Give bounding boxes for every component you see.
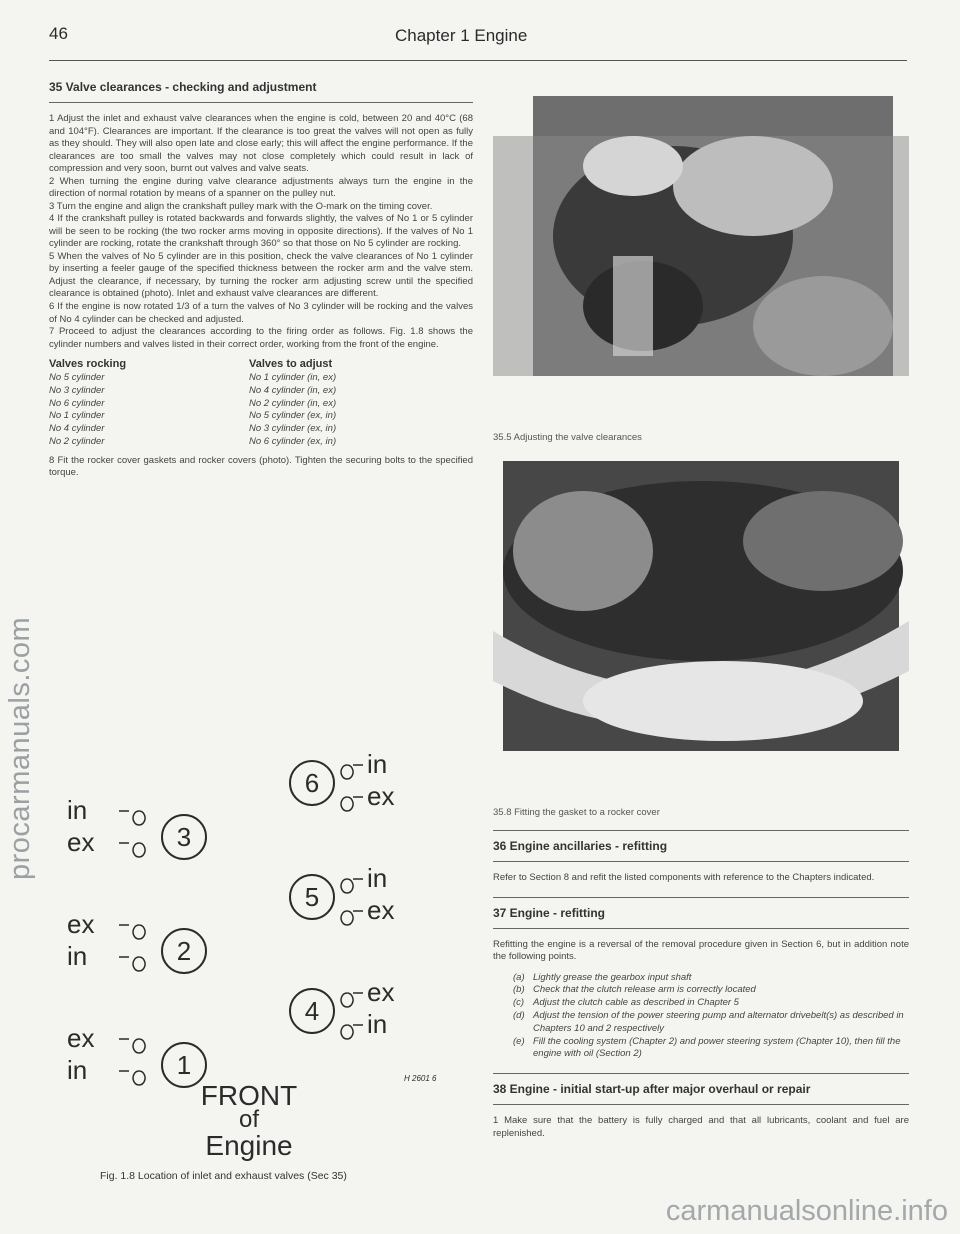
valve-label: in: [67, 941, 88, 971]
section-37-text: Refitting the engine is a reversal of the removal procedure given in Section 6, but in addition note the following points.: [493, 938, 909, 963]
figure-caption: Fig. 1.8 Location of inlet and exhaust valves (Sec 35): [100, 1170, 347, 1182]
valve-label: ex: [67, 909, 95, 939]
table-cell: No 4 cylinder (in, ex): [249, 384, 337, 396]
table-cell: No 5 cylinder: [49, 371, 105, 383]
valves-table: [49, 357, 473, 449]
table-cell: No 2 cylinder: [49, 436, 105, 447]
section-36-heading: 36 Engine ancillaries - refitting: [493, 830, 909, 862]
left-column: [49, 72, 473, 480]
side-watermark-text: procarmanuals.com: [4, 616, 36, 880]
right-column: [493, 68, 909, 1140]
valve-adjust-photo: [493, 76, 909, 421]
section-38-heading: 38 Engine - initial start-up after major overhaul or repair: [493, 1073, 909, 1105]
table-cell: No 4 cylinder: [49, 423, 105, 435]
table-cell: No 1 cylinder: [49, 410, 105, 422]
table-cell: No 6 cylinder: [49, 397, 105, 409]
cylinder-number: 6: [304, 768, 320, 798]
section-37-heading: 37 Engine - refitting: [493, 897, 909, 929]
valve-label: ex: [67, 1023, 95, 1053]
front-label-of: of: [238, 1106, 260, 1133]
valve-label: in: [67, 1055, 88, 1085]
table-cell: No 3 cylinder (ex, in): [249, 423, 337, 435]
bottom-watermark: carmanualsonline.info: [665, 1195, 948, 1227]
header-rule: [49, 60, 907, 61]
list-item: (b) Check that the clutch release arm is correctly located: [513, 984, 756, 996]
page-number: 46: [49, 24, 68, 43]
list-item: (c) Adjust the clutch cable as described in Chapter 5: [513, 997, 739, 1009]
valve-label: in: [67, 795, 88, 825]
valve-label: ex: [367, 895, 395, 925]
section-35-heading: 35 Valve clearances - checking and adjustment: [49, 72, 473, 103]
section-35-para-8: 8 Fit the rocker cover gaskets and rocker covers (photo). Tighten the securing bolts to the specified torque.: [49, 454, 473, 479]
valve-label: in: [367, 863, 388, 893]
section-38-text: 1 Make sure that the battery is fully charged and that all lubricants, coolant and fuel are replenished.: [493, 1115, 909, 1139]
section-35-para-5: 5 When the valves of No 5 cylinder are in this position, check the valve clearances of No 1 cylinder by inserting a feeler gauge of the specified thickness between the rocker arm and the valve stem. Adjust the clearance, if necessary, by turning the rocker arm adjusting screw until the specified clearance is obtained (photo). Inlet and exhaust valve clearances are different.: [49, 250, 473, 300]
valve-label: ex: [367, 781, 395, 811]
cylinder-number: 5: [304, 882, 320, 912]
cylinder-number: 1: [176, 1050, 192, 1080]
list-item: (e) Fill the cooling system (Chapter 2) and power steering system (Chapter 10), then fill the engine with oil (Section 2): [513, 1035, 901, 1060]
section-35-para-2: 2 When turning the engine during valve clearance adjustments always turn the engine in the direction of normal rotation by means of a spanner on the pulley nut.: [49, 175, 473, 200]
table-cell: No 5 cylinder (ex, in): [249, 410, 337, 422]
section-35-para-1: 1 Adjust the inlet and exhaust valve clearances when the engine is cold, between 20 and 40°C (68 and 104°F). Clearances are important. If the clearance is too great the valves will not open as fully as they should. They will also open late and close early; this will affect the engine performance. If the clearances are too small the valves may not close completely which could result in lack of compression and very soon, burnt out valves and valve seats.: [49, 113, 473, 175]
section-35-para-6: 6 If the engine is now rotated 1/3 of a turn the valves of No 3 cylinder will be rocking and the valves of No 4 cylinder can be checked and adjusted.: [49, 300, 473, 325]
front-label-engine: Engine: [205, 1130, 293, 1161]
section-35-para-4: 4 If the crankshaft pulley is rotated backwards and forwards slightly, the valves of No 1 or 5 cylinder will be seen to be rocking (the two rocker arms moving in opposite directions). If the valves of No 1 cylinder are rocking, rotate the crankshaft through 360° so that those on No 5 cylinder are rocking.: [49, 213, 473, 250]
photo-caption-2: 35.8 Fitting the gasket to a rocker cover: [493, 807, 660, 818]
valve-label: in: [367, 749, 388, 779]
section-35-para-7: 7 Proceed to adjust the clearances according to the firing order as follows. Fig. 1.8 shows the cylinder numbers and valves listed in their correct order, working from the front of the engine.: [49, 326, 473, 350]
valves-adjust-header: Valves to adjust: [249, 358, 333, 371]
figure-ref-code: H 2601 6: [404, 1074, 437, 1083]
list-item: (a) Lightly grease the gearbox input shaft: [513, 971, 692, 983]
valve-label: ex: [67, 827, 95, 857]
table-cell: No 2 cylinder (in, ex): [249, 397, 337, 409]
side-watermark: [4, 0, 38, 1234]
photo-caption-1: 35.5 Adjusting the valve clearances: [493, 432, 642, 443]
valve-label: ex: [367, 977, 395, 1007]
table-cell: No 6 cylinder (ex, in): [249, 436, 337, 447]
refit-points-list: [513, 972, 909, 1062]
cylinder-number: 4: [304, 996, 320, 1026]
front-label: FRONT: [200, 1080, 298, 1111]
valve-label: in: [367, 1009, 388, 1039]
chapter-title: Chapter 1 Engine: [395, 26, 528, 45]
valves-rocking-header: Valves rocking: [49, 358, 127, 371]
list-item: (d) Adjust the tension of the power steering pump and alternator drivebelt(s) as described in Chapters 10 and 2 respectively: [513, 1010, 904, 1034]
cylinder-number: 2: [176, 936, 192, 966]
table-cell: No 1 cylinder (in, ex): [249, 371, 337, 383]
table-cell: No 3 cylinder: [49, 384, 105, 396]
valve-location-diagram: [49, 725, 473, 1205]
section-35-para-3: 3 Turn the engine and align the crankshaft pulley mark with the O-mark on the timing cover.: [49, 200, 433, 212]
gasket-fitting-photo: [493, 451, 909, 796]
cylinder-number: 3: [176, 822, 192, 852]
section-36-text: Refer to Section 8 and refit the listed components with reference to the Chapters indicated.: [493, 872, 875, 883]
